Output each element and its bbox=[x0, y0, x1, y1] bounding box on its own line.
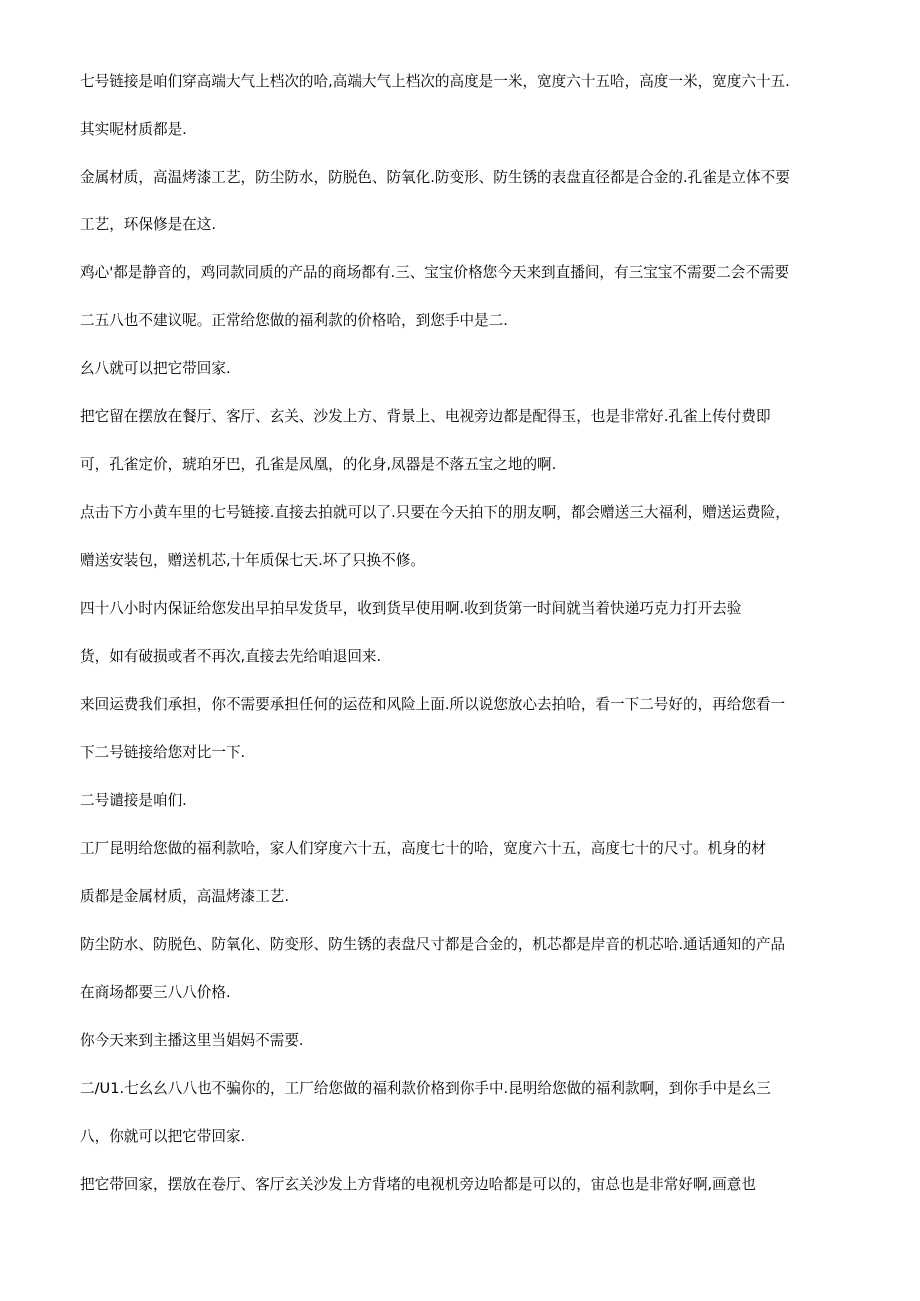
text-line: 工艺，环保修是在这. bbox=[80, 216, 216, 233]
text-line: 质都是金属材质，高温烤漆工艺. bbox=[80, 888, 289, 905]
text-line: 货，如有破损或者不再次,直接去先给咱退回来. bbox=[80, 648, 382, 665]
text-line: 来回运费我们承担，你不需要承担任何的运莅和风险上面.所以说您放心去拍哈，看一下二号好的，再给您看一 bbox=[80, 696, 786, 713]
text-line: 金属材质，高温烤漆工艺，防尘防水，防脱色、防氧化.防变形、防生锈的表盘直径都是合金的.孔雀是立体不要 bbox=[80, 169, 790, 186]
text-line: 鸡心'都是静音的，鸡同款同质的产品的商场都有.三、宝宝价格您今天来到直播间，有三宝宝不需要二会不需要 bbox=[80, 264, 790, 281]
text-line: 点击下方小黄车里的七号链接.直接去拍就可以了.只要在今天拍下的朋友啊，都会赠送三大福利，赠送运费险， bbox=[80, 504, 790, 521]
text-line: 七号链接是咱们穿高端大气上档次的哈,高端大气上档次的高度是一米，宽度六十五哈，高度一米，宽度六十五. bbox=[80, 73, 790, 90]
text-line: 赠送安装包，赠送机芯,十年质保七天.坏了只换不修。 bbox=[80, 552, 425, 569]
text-line: 二/U1.七幺幺八八也不骗你的，工厂给您做的福利款价格到你手中.昆明给您做的福利款啊，到你手中是幺三 bbox=[80, 1080, 771, 1097]
text-line: 二五八也不建议呢。正常给您做的福利款的价格哈，到您手中是二. bbox=[80, 312, 508, 329]
text-line: 在商场都要三八八价格. bbox=[80, 984, 231, 1001]
text-line: 可，孔雀定价，琥珀牙巴，孔雀是凤凰，的化身,凤器是不落五宝之地的啊. bbox=[80, 456, 557, 473]
text-line: 其实呢材质都是. bbox=[80, 121, 187, 138]
text-line: 下二号链接给您对比一下. bbox=[80, 744, 246, 761]
text-line: 把它带回家，摆放在卷厅、客厅玄关沙发上方背堵的电视机旁边哈都是可以的，宙总也是非常好啊,画意也 bbox=[80, 1176, 756, 1193]
text-line: 你今天来到主播这里当娼妈不需要. bbox=[80, 1032, 304, 1049]
text-line: 二号谴接是咱们. bbox=[80, 792, 187, 809]
text-line: 工厂昆明给您做的福利款哈，家人们穿度六十五，高度七十的哈，宽度六十五，高度七十的尺寸。机身的材 bbox=[80, 840, 766, 857]
text-line: 四十八小时内保证给您发出早拍早发货早，收到货早使用啊.收到货第一时间就当着快递巧克力打开去验 bbox=[80, 600, 742, 617]
text-line: 防尘防水、防脱色、防氧化、防变形、防生锈的表盘尺寸都是合金的，机芯都是岸音的机芯哈.通话通知的产品 bbox=[80, 936, 786, 953]
text-line: 八，你就可以把它带回家. bbox=[80, 1128, 246, 1145]
text-line: 把它留在摆放在餐厅、客厅、玄关、沙发上方、背景上、电视旁边都是配得玉，也是非常好.孔雀上传付费即 bbox=[80, 408, 771, 425]
text-line: 幺八就可以把它带回家. bbox=[80, 360, 231, 377]
